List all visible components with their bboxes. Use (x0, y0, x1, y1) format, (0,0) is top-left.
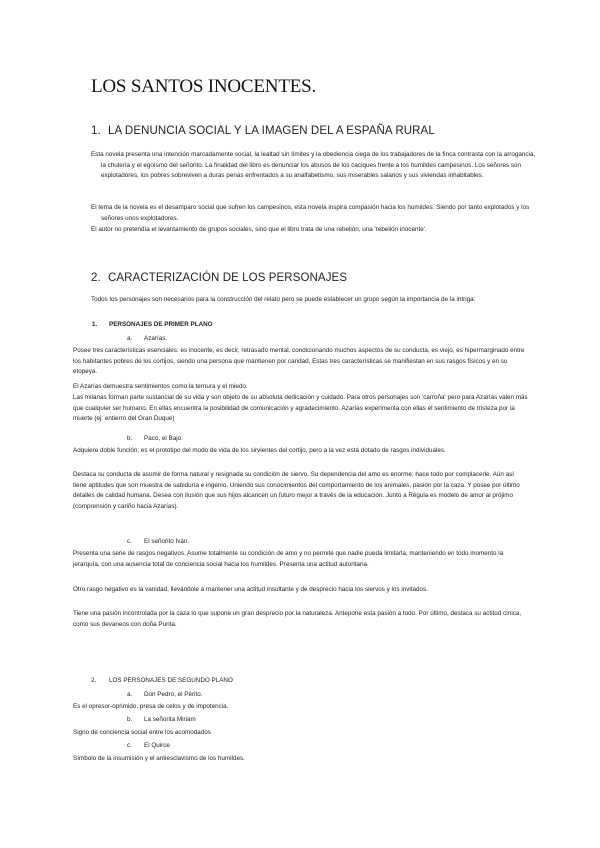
primer-plano-heading (92, 320, 213, 330)
paco-paragraph-2: Destaca su conducta de asumir de forma natural y resignada su condición de siervo. Su dependencia del amo es enorme; hace todo por complacerle. Aún así tiene aptitudes que son muestra de sabiduría e ingenio. Uniendo sus conocimientos del comportamiento de los animales, pasión por la caza. Y posee por último detalles de calidad humana. Desea con ilusión que sus hijos alcancen un futuro mejor a través de la educación. Junto a Régula es modelo de amor al prójimo (comprensión y cariño hacia Azarías). (73, 471, 520, 510)
character-a-letter: a. (127, 335, 133, 342)
segundo-a-heading (127, 690, 202, 700)
section-1-heading (91, 125, 435, 137)
ivan-paragraph-1: Presenta una serie de rasgos negativos. Asume totalmente su condición de amo y no permite que nadie pueda limitarla, manteniendo en todo momento la jerarquía, con una ausencia total de conciencia social hacia los humildes. Presenta una actitud autoritaria. (73, 550, 504, 568)
segundo-plano-number: 2. (91, 677, 97, 684)
character-a-name: Azarías. (144, 335, 168, 342)
ivan-paragraph-3: Tiene una pasión incontrolada por la caza lo que supone un gran desprecio por la naturaleza. Antepone esta pasión a todo. Por último, destaca su actitud cínica, como sus devaneos con doña Purita. (73, 610, 522, 628)
segundo-c-letter: c. (127, 742, 132, 749)
section-1-paragraph-1: Esta novela presenta una intención marcadamente social, la lealtad sin límites y la obediencia ciega de los trabajadores de la finca contrasta con la arrogancia, la chulería y el egoísmo del señorito. La finalidad del libro es denunciar los abusos de los caciques frente a los humildes campesinos. Los señores son explotadores, los pobres sobreviven a duras penas enfrentados a su analfabetismo, sus miserables salarios y sus viviendas inhabitables. (91, 151, 536, 180)
character-b-letter: b. (127, 435, 133, 442)
segundo-plano-title: LOS PERSONAJES DE SEGUNDO PLANO (109, 677, 233, 684)
segundo-c-text: Símbolo de la insumisión y el antiesclavismo de los humildes. (73, 755, 245, 762)
primer-plano-number: 1. (92, 321, 98, 328)
segundo-a-name: Don Pedro, el Périto. (144, 691, 203, 698)
character-a-heading (127, 334, 167, 344)
paco-paragraph-1: Adquiere doble función; es el prototipo del modo de vida de los sirvientes del cortijo, pero a la vez está dotado de rasgos individuales. (73, 447, 446, 454)
segundo-b-heading (127, 715, 196, 725)
azarias-paragraph-3: Las milanas forman parte sustancial de su vida y son objeto de su absoluta dedicación y cuidado. Para otros personajes son 'carroña' pero para Azarías valen más que cualquier ser humano. En ellas encuentra la posibilidad de comunicación y agradecimiento. Azarías experimenta con ellas el sentimiento de tristeza por la muerte (ej: entierro del Gran Duque) (73, 394, 528, 423)
segundo-b-name: La señorita Miriam (144, 716, 196, 723)
section-1-paragraph-2: El tema de la novela es el desamparo social que sufren los campesinos, esta novela inspira compasión hacia los humildes. Siendo por tanto explotados y los señores unos explotadores. (91, 204, 530, 222)
character-b-name: Paco, el Bajo. (144, 435, 183, 442)
character-c-heading (127, 537, 189, 547)
section-2-intro: Todos los personajes son necesarios para la construcción del relato pero se puede establecer un grupo según la importancia de la intriga: (91, 296, 476, 303)
segundo-a-letter: a. (127, 691, 133, 698)
section-1-paragraph-3: El autor no pretendía el levantamiento de grupos sociales, sino que el libro trata de una rebelión, una 'rebelión inocente'. (91, 226, 427, 233)
azarias-paragraph-2: El Azarías demuestra sentimientos como la ternura y el miedo. (73, 383, 248, 390)
section-2-number: 2. (91, 272, 101, 284)
character-c-name: El señorito Iván. (144, 538, 190, 545)
segundo-b-text: Signo de conciencia social entre los acomodados (73, 729, 211, 736)
segundo-c-name: El Quirce (144, 742, 170, 749)
segundo-c-heading (127, 741, 170, 751)
segundo-plano-heading (91, 676, 233, 686)
section-2-heading (91, 272, 347, 284)
section-1-number: 1. (91, 125, 101, 137)
ivan-paragraph-2: Otro rasgo negativo es la vanidad, llevándole a mantener una actitud insultante y de desprecio hacia los siervos y los invitados. (73, 586, 428, 593)
azarias-paragraph-1: Posee tres características esenciales: es inocente, es decir, retrasado mental, condicionando muchos aspectos de su conducta, es viejo, es hipermarginado entre los habitantes pobres de los cortijos, siendo una persona que mantienen por caridad. Estas tres características se manifiestan en sus rasgos físicos y en su etopeya. (73, 347, 525, 376)
primer-plano-title: PERSONAJES DE PRIMER PLANO (109, 321, 213, 328)
character-b-heading (127, 434, 183, 444)
section-1-title: LA DENUNCIA SOCIAL Y LA IMAGEN DEL A ESPAÑA RURAL (108, 125, 435, 137)
character-c-letter: c. (127, 538, 132, 545)
document-title: LOS SANTOS INOCENTES. (91, 76, 317, 97)
segundo-a-text: Es el opresor-oprimido, presa de celos y de impotencia. (73, 703, 229, 710)
segundo-b-letter: b. (127, 716, 133, 723)
section-2-title: CARACTERIZACIÓN DE LOS PERSONAJES (108, 272, 348, 284)
